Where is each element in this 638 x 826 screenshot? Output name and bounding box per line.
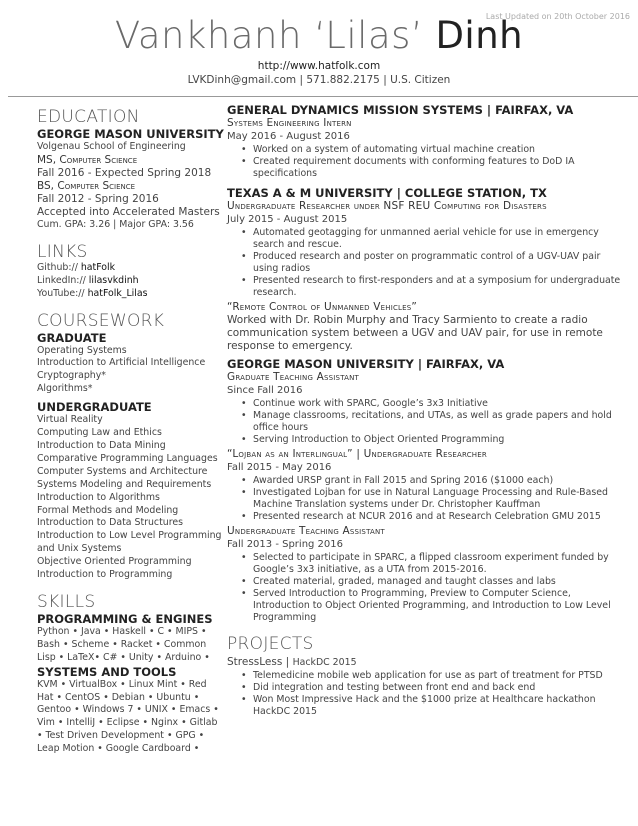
project-bullets [227, 670, 627, 718]
course-item: Computer Systems and Architecture [37, 465, 208, 477]
course-item: Introduction to Data Mining [37, 439, 166, 451]
bullet-item: • Produced research and poster on programmatic control of a UGV-UAV pair using radios [253, 251, 627, 275]
role-dates: Fall 2015 - May 2016 [227, 462, 332, 473]
project-event: HackDC 2015 [292, 657, 357, 668]
role-dates: Fall 2013 - Spring 2016 [227, 539, 344, 550]
right-column [227, 103, 627, 720]
course-item: Formal Methods and Modeling [37, 504, 179, 516]
bullet-item: • Manage classrooms, recitations, and UTAs, as well as grade papers and hold office hours [253, 410, 627, 434]
last-updated: Last Updated on 20th October 2016 [485, 12, 630, 21]
employer-heading: TEXAS A & M UNIVERSITY | COLLEGE STATION, TX [227, 186, 547, 200]
course-item: Systems Modeling and Requirements [37, 478, 212, 490]
link-youtube[interactable] [37, 288, 225, 301]
link-prefix: LinkedIn:// [37, 274, 89, 286]
role-dates: Since Fall 2016 [227, 385, 303, 396]
course-item: Objective Oriented Programming [37, 556, 192, 568]
course-item: Comparative Programming Languages [37, 452, 218, 464]
link-handle[interactable]: lilasvkdinh [88, 274, 139, 286]
gpa: Cum. GPA: 3.26 | Major GPA: 3.56 [37, 218, 194, 230]
bullet-item: • Serving Introduction to Object Oriented Programming [253, 434, 627, 446]
systems-skills: KVM • VirtualBox • Linux Mint • Red Hat • CentOS • Debian • Ubuntu • Gentoo • Windows 7 • UNIX • Emacs • Vim • IntelliJ • Eclipse • Nginx • Gitlab • Test Driven Development • GPG • Leap Motion • Google Cardboard • [37, 678, 219, 755]
link-handle[interactable]: hatFolk_Lilas [87, 287, 148, 299]
accepted-note: Accepted into Accelerated Masters [37, 205, 220, 218]
bullet-item: • Worked on a system of automating virtual machine creation [253, 144, 627, 156]
undergraduate-heading: UNDERGRADUATE [37, 400, 152, 415]
course-item: Introduction to Algorithms [37, 491, 160, 503]
bullet-item: • Did integration and testing between front end and back end [253, 682, 627, 694]
ms-degree: MS, Computer Science [37, 153, 138, 166]
contact-details: LVKDinh@gmail.com | 571.882.2175 | U.S. Citizen [187, 74, 451, 86]
bullet-item: • Presented research at NCUR 2016 and at Research Celebration GMU 2015 [253, 511, 627, 523]
role-title: Graduate Teaching Assistant [227, 371, 360, 383]
role-bullets [227, 144, 627, 180]
project-header: StressLess | HackDC 2015 [227, 656, 357, 668]
bullet-item: • Awarded URSP grant in Fall 2015 and Spring 2016 ($1000 each) [253, 475, 627, 487]
left-column [37, 107, 225, 756]
employer-heading: GEORGE MASON UNIVERSITY | FAIRFAX, VA [227, 357, 505, 371]
link-prefix: YouTube:// [37, 287, 88, 299]
programming-skills: Python • Java • Haskell • C • MIPS • Bash • Scheme • Racket • Common Lisp • LaTeX• C# • Unity • Arduino • [37, 625, 210, 663]
employer-heading: GENERAL DYNAMICS MISSION SYSTEMS | FAIRFAX, VA [227, 103, 574, 117]
bs-dates: Fall 2012 - Spring 2016 [37, 192, 159, 205]
bullet-item: • Continue work with SPARC, Google’s 3x3 Initiative [253, 398, 627, 410]
course-item: Introduction to Artificial Intelligence [37, 357, 206, 369]
bs-degree: BS, Computer Science [37, 179, 136, 192]
coursework-heading: COURSEWORK [37, 310, 165, 331]
last-name: Dinh [435, 14, 524, 57]
role-title: Undergraduate Researcher under NSF REU Computing for Disasters [227, 200, 547, 212]
course-item: Introduction to Data Structures [37, 517, 184, 529]
project-title: “Remote Control of Unmanned Vehicles” [227, 301, 418, 313]
ms-dates: Fall 2016 - Expected Spring 2018 [37, 166, 212, 179]
bullet-item: • Automated geotagging for unmanned aerial vehicle for use in emergency search and rescue. [253, 227, 627, 251]
course-item: Operating Systems [37, 344, 127, 356]
bullet-item: • Selected to participate in SPARC, a flipped classroom experiment funded by Google’s 3x3 initiative, as a UTA from 2015-2016. [253, 552, 627, 576]
contact-block [0, 59, 638, 87]
course-item: Computing Law and Ethics [37, 427, 162, 439]
website-link[interactable]: http://www.hatfolk.com [257, 60, 381, 72]
header-divider [8, 96, 638, 97]
bullet-item: • Won Most Impressive Hack and the $1000 prize at Healthcare hackathon HackDC 2015 [253, 694, 627, 718]
course-item: and Unix Systems [37, 543, 122, 555]
role-title: Systems Engineering Intern [227, 117, 352, 129]
project-name: StressLess [227, 656, 283, 668]
course-item: Introduction to Programming [37, 569, 173, 581]
role-dates: May 2016 - August 2016 [227, 131, 350, 142]
role-bullets [227, 552, 627, 624]
education-heading: EDUCATION [37, 107, 140, 127]
college-name: Volgenau School of Engineering [37, 141, 186, 152]
graduate-heading: GRADUATE [37, 330, 107, 345]
projects-heading: PROJECTS [227, 634, 314, 654]
resume-name [0, 14, 638, 58]
bullet-item: • Created material, graded, managed and taught classes and labs [253, 576, 627, 588]
role-bullets [227, 227, 627, 299]
link-linkedin[interactable] [37, 275, 225, 288]
programming-heading: PROGRAMMING & ENGINES [37, 611, 213, 626]
course-item: Algorithms* [37, 383, 93, 395]
course-item: Virtual Reality [37, 414, 103, 426]
link-github[interactable] [37, 262, 225, 275]
course-item: Cryptography* [37, 370, 106, 382]
bullet-item: • Created requirement documents with conforming features to DoD IA specifications [253, 156, 627, 180]
link-prefix: Github:// [37, 261, 81, 273]
role-dates: July 2015 - August 2015 [227, 214, 348, 225]
links-heading: LINKS [37, 241, 88, 262]
bullet-item: • Served Introduction to Programming, Preview to Computer Science, Introduction to Object Oriented Programming, and Introduction to Low Level Programming [253, 588, 627, 624]
bullet-item: • Investigated Lojban for use in Natural Language Processing and Rule-Based Machine Translation systems under Dr. Christopher Kauffman [253, 487, 627, 511]
role-title: “Lojban as an Interlingual” | Undergraduate Researcher [227, 448, 487, 460]
first-name: Vankhanh ‘Lilas’ [114, 14, 424, 57]
project-description: Worked with Dr. Robin Murphy and Tracy Sarmiento to create a radio communication system between a UGV and UAV pair, for use in remote response to emergency. [227, 314, 603, 352]
bullet-item: • Presented research to first-responders and at a symposium for undergraduate research. [253, 275, 627, 299]
role-bullets [227, 475, 627, 523]
role-title: Undergraduate Teaching Assistant [227, 525, 385, 537]
bullet-item: • Telemedicine mobile web application for use as part of treatment for PTSD [253, 670, 627, 682]
systems-heading: SYSTEMS AND TOOLS [37, 664, 177, 679]
course-item: Introduction to Low Level Programming [37, 530, 222, 542]
link-handle[interactable]: hatFolk [80, 261, 116, 273]
role-bullets [227, 398, 627, 446]
school-name: GEORGE MASON UNIVERSITY [37, 127, 224, 141]
skills-heading: SKILLS [37, 591, 96, 612]
